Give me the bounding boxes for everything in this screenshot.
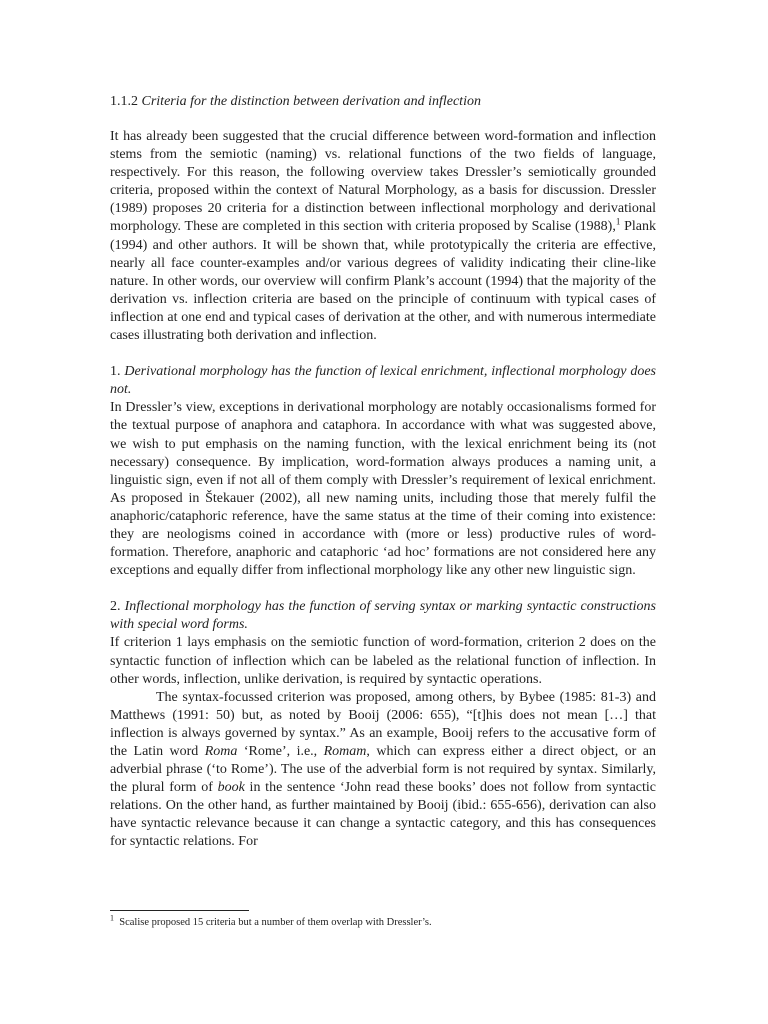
term-romam: Romam (323, 744, 367, 759)
criterion-2-body-continued (110, 689, 656, 852)
footnote (110, 913, 656, 930)
footnote-text: Scalise proposed 15 criteria but a number of them overlap with Dressler’s. (119, 917, 432, 928)
body-text: , which can express either a direct object, or an adverbial phrase (‘to Rome’). The use of the adverbial form is not required by syntax. Similarly, the plural form of (110, 744, 657, 796)
section-number: 1.1.2 (110, 94, 138, 109)
criterion-1-body: In Dressler’s view, exceptions in derivational morphology are notably occasionalisms formed for the textual purpose of anaphora and cataphora. In accordance with what was suggested above, we wish to put emphasis on the naming function, with the lexical enrichment being its (not necessary) consequence. By implication, word-formation always produces a naming unit, a linguistic sign, even if not all of them comply with Dressler’s requirement of lexical enrichment. As proposed in Štekauer (2002), all new naming units, including those that merely fulfil the anaphoric/cataphoric reference, have the same status at the time of their coming into existence: they are neologisms coined in accordance with (more or less) productive rules of word-formation. Therefore, anaphoric and cataphoric ‘ad hoc’ formations are not considered here any exceptions and equally differ from inflectional morphology like any other new linguistic sign. (110, 400, 656, 579)
intro-text-part1: It has already been suggested that the crucial difference between word-formation and inflection stems from the semiotic (naming) vs. relational functions of the two fields of language, respectively. For this reason, the following overview takes Dressler’s semiotically grounded criteria, proposed within the context of Natural Morphology, as a basis for discussion. Dressler (1989) proposes 20 criteria for a distinction between inflectional morphology and derivational morphology. These are completed in this section with criteria proposed by Scalise (1988), (110, 129, 656, 235)
footnote-separator (110, 910, 249, 911)
term-roma: Roma (204, 744, 238, 759)
criterion-2-title (110, 598, 656, 634)
footnote-marker: 1 (110, 913, 114, 923)
criterion-1-title-text: Derivational morphology has the function of lexical enrichment, inflectional morphology does not. (110, 364, 656, 398)
criterion-1-number: 1. (110, 364, 121, 380)
body-text: The syntax-focussed criterion was proposed, among others, by Bybee (1985: 81-3) and Matthews (1991: 50) but, as noted by Booij (2006: 655), “[t]his does not mean […] that inflection is always governed by syntax.” As an example, Booij refers to the accusative form of the Latin word (110, 689, 656, 759)
criterion-2-body: If criterion 1 lays emphasis on the semiotic function of word-formation, criterion 2 does on the syntactic function of inflection which can be labeled as the relational function of inflection. In other words, inflection, unlike derivation, is required by syntactic operations. (110, 635, 656, 687)
document-page (110, 93, 656, 852)
criterion-2-title-text: Inflectional morphology has the function of serving syntax or marking syntactic constructions with special word forms. (110, 599, 656, 633)
body-text: ‘Rome’, i.e., (237, 744, 324, 759)
intro-text-part2: Plank (1994) and other authors. It will be shown that, while prototypically the criteria are effective, nearly all face counter-examples and/or various degrees of validity indicating their cline-like nature. In other words, our overview will confirm Plank’s account (1994) that the majority of the derivation vs. inflection criteria are based on the principle of continuum with typical cases of inflection at one end and typical cases of derivation at the other, and with numerous intermediate cases illustrating both derivation and inflection. (110, 219, 656, 344)
footnote-ref[interactable]: 1 (615, 216, 621, 227)
criterion-2-number: 2. (110, 599, 121, 615)
section-title: Criteria for the distinction between derivation and inflection (141, 94, 481, 109)
intro-paragraph (110, 128, 656, 345)
body-text: in the sentence ‘John read these books’ does not follow from syntactic relations. On the other hand, as further maintained by Booij (ibid.: 655-656), derivation can also have syntactic relevance because it can change a syntactic category, and this has consequences for syntactic relations. For (110, 780, 656, 850)
criterion-1-title (110, 363, 656, 399)
section-heading (110, 93, 656, 111)
term-book: book (217, 780, 245, 796)
